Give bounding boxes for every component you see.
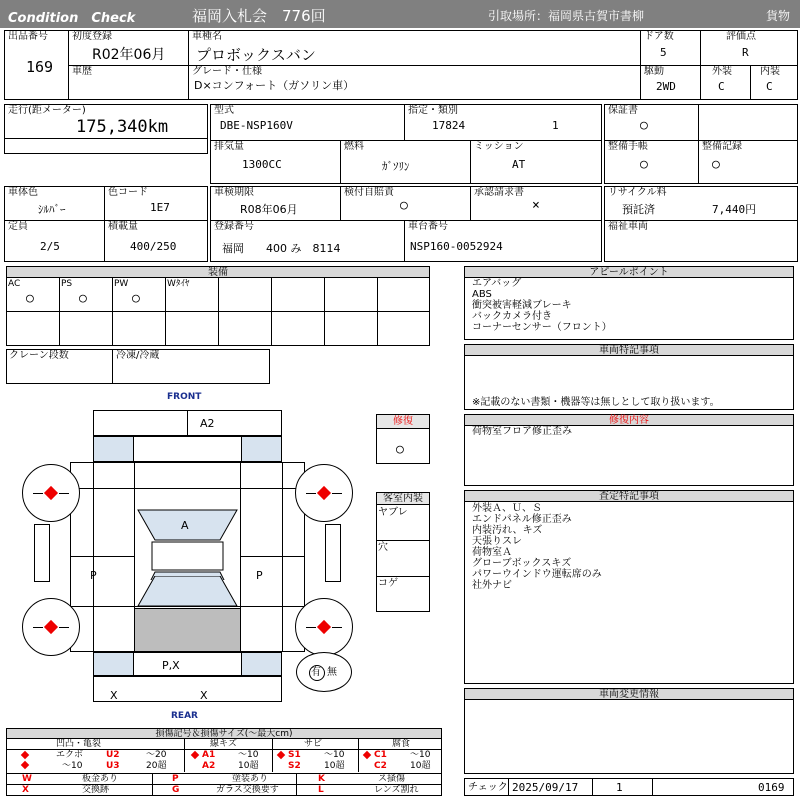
- lot-label: 出品番号: [8, 31, 48, 42]
- legend-a1: A1: [202, 750, 216, 760]
- rear-bumper-right-grade: X: [200, 689, 208, 702]
- spare-yes: 有: [311, 667, 321, 678]
- auto-tax-label: 検付自賠責: [344, 187, 394, 198]
- code-x: X: [22, 785, 29, 795]
- left-taillight[interactable]: [93, 652, 134, 676]
- legend-c2: C2: [374, 761, 387, 771]
- appeal-title: アピールポイント: [465, 267, 793, 278]
- appeal-list: [472, 278, 612, 333]
- legend-u2-size: ～20: [146, 750, 167, 760]
- color-label: 車体色: [8, 187, 38, 198]
- code-p-desc: 塗装あり: [232, 774, 269, 784]
- legend-group-corrosion: 腐食: [392, 739, 411, 749]
- legend-u3-size: 20超: [146, 761, 167, 771]
- appeal-item: ABS: [472, 289, 492, 300]
- assessment-list: [472, 503, 602, 591]
- assessment-item: パワーウインドウ運転席のみ: [472, 569, 602, 580]
- legend-a1-size: ～10: [238, 750, 259, 760]
- rear-panel-grade: P,X: [162, 659, 180, 672]
- code-g-desc: ガラス交換要す: [216, 785, 279, 795]
- change-info-title: 車両変更情報: [465, 689, 793, 700]
- appeal-item: バックカメラ付き: [472, 311, 552, 322]
- rear-window[interactable]: [134, 576, 241, 608]
- code-k: K: [318, 774, 325, 784]
- code-w-desc: 板金あり: [82, 774, 119, 784]
- doors-value: 5: [660, 46, 667, 59]
- equip-ps-label: PS: [61, 279, 73, 289]
- legend-group-scratch: 線キズ: [210, 739, 237, 749]
- legend-u3: U3: [106, 761, 120, 771]
- assessment-item: 荷物室Ａ: [472, 547, 512, 558]
- capacity-label: 定員: [8, 221, 28, 232]
- front-right-wheel[interactable]: [295, 464, 353, 522]
- left-headlight[interactable]: [93, 436, 134, 462]
- right-taillight[interactable]: [241, 652, 282, 676]
- assessment-item: エンドパネル修正歪み: [472, 514, 572, 525]
- model-value: DBE-NSP160V: [220, 119, 293, 132]
- legend-s1: S1: [288, 750, 301, 760]
- grade-label: グレード・仕様: [192, 66, 262, 77]
- interior-grade-value: C: [766, 80, 773, 93]
- change-info-panel: [464, 688, 794, 774]
- legend-codes: [6, 773, 442, 796]
- grade-value: D×コンフォート（ガソリン車）: [194, 79, 355, 92]
- special-notes-title: 車両特記事項: [465, 345, 793, 356]
- code-g: G: [172, 785, 180, 795]
- left-side-grade: P: [90, 569, 97, 582]
- welfare-label: 福祉車両: [608, 221, 648, 232]
- reefer-label: 冷凍/冷蔵: [116, 350, 160, 361]
- luggage-floor[interactable]: [134, 608, 241, 652]
- legend-s2: S2: [288, 761, 301, 771]
- mileage-value: 175,340km: [76, 117, 169, 137]
- warranty-value: ○: [640, 118, 648, 133]
- header-bar: [0, 0, 800, 28]
- first-reg-label: 初度登録: [72, 31, 112, 42]
- chassis-value: NSP160-0052924: [410, 240, 503, 253]
- code-l-desc: レンズ割れ: [374, 785, 419, 795]
- first-reg-value: R02年06月: [92, 47, 166, 63]
- maint-record-value: ○: [712, 157, 720, 172]
- mission-value: AT: [512, 158, 526, 171]
- equip-pw-label: PW: [114, 279, 129, 289]
- right-mirror[interactable]: [325, 524, 341, 582]
- rear-right-wheel[interactable]: [295, 598, 353, 656]
- recycle-fee: 7,440円: [712, 203, 757, 216]
- equip-pw-value: ○: [132, 291, 140, 306]
- spare-no: 無: [327, 667, 337, 678]
- legend-dent-2: ～10: [62, 761, 83, 771]
- assessment-item: 外装Ａ、Ｕ、Ｓ: [472, 503, 542, 514]
- pickup-location: 引取場所：福岡県古賀市書柳: [488, 9, 645, 23]
- equip-ac-value: ○: [26, 291, 34, 306]
- right-headlight[interactable]: [241, 436, 282, 462]
- appeal-item: コーナーセンサー（フロント）: [472, 322, 612, 333]
- fuel-label: 燃料: [344, 141, 364, 152]
- designation-label: 指定・類別: [408, 105, 458, 116]
- name-label: 車種名: [192, 31, 222, 42]
- mission-label: ミッション: [474, 141, 524, 152]
- code-w: W: [22, 774, 32, 784]
- code-x-desc: 交換跡: [82, 785, 110, 795]
- assessment-item: グローブボックスキズ: [472, 558, 572, 569]
- model-label: 型式: [214, 105, 234, 116]
- warranty-label: 保証書: [608, 105, 638, 116]
- lot-number: 169: [26, 58, 54, 76]
- fuel-value: ｶﾞｿﾘﾝ: [382, 160, 410, 173]
- spare-tire-indicator: [296, 652, 352, 692]
- legend-c1-size: ～10: [410, 750, 431, 760]
- rear-label: REAR: [171, 711, 198, 721]
- brand-title: Condition Check: [8, 11, 136, 26]
- legend-c1: C1: [374, 750, 387, 760]
- capacity-value: 2/5: [40, 240, 60, 253]
- vehicle-name: プロボックスバン: [196, 46, 316, 64]
- color-value: ｼﾙﾊﾞｰ: [38, 203, 66, 216]
- interior-tear-label: ヤブレ: [378, 507, 408, 518]
- repair-label: 修復: [377, 415, 429, 429]
- legend-group-dent: 凹凸・亀裂: [56, 739, 102, 749]
- doors-label: ドア数: [644, 31, 674, 42]
- assessment-item: 社外ナビ: [472, 580, 512, 591]
- special-notes-text: ※記載のない書類・機器等は無しとして取り扱います。: [472, 397, 720, 408]
- right-side-grade: P: [256, 569, 263, 582]
- maint-record-label: 整備記録: [702, 141, 742, 152]
- appeal-item: 衝突被害軽減ブレーキ: [472, 300, 572, 311]
- approval-value: ×: [532, 198, 540, 213]
- cabin-interior-title: 客室内装: [377, 493, 429, 505]
- check-label: チェック: [468, 782, 508, 793]
- equip-ps-value: ○: [79, 291, 87, 306]
- interior-hole-label: 穴: [378, 542, 388, 553]
- drive-value: 2WD: [656, 80, 676, 93]
- mileage-label: 走行(距メーター): [8, 105, 86, 116]
- repair-detail-text: 荷物室フロア修正歪み: [472, 426, 572, 437]
- inspection-label: 車検期限: [214, 187, 254, 198]
- rear-left-wheel[interactable]: [22, 598, 80, 656]
- vehicle-category: 貨物: [766, 9, 791, 23]
- inspection-value: R08年06月: [240, 203, 298, 216]
- legend-a2: A2: [202, 761, 216, 771]
- front-bumper-grade: A2: [200, 417, 215, 430]
- manual-value: ○: [640, 157, 648, 172]
- chassis-label: 車台番号: [408, 221, 448, 232]
- load-label: 積載量: [108, 221, 138, 232]
- code-k-desc: ス掻傷: [378, 774, 406, 784]
- reg-no-label: 登録番号: [214, 221, 254, 232]
- crane-label: クレーン段数: [9, 350, 69, 361]
- windshield-grade: A: [181, 519, 189, 532]
- exterior-value: C: [718, 80, 725, 93]
- code-l: L: [318, 785, 324, 795]
- designation-value: 17824: [432, 119, 466, 132]
- repair-detail-title: 修復内容: [465, 415, 793, 426]
- assessment-title: 査定特記事項: [465, 491, 793, 502]
- interior-burn-label: コゲ: [378, 578, 398, 589]
- auction-title: 福岡入札会 776回: [192, 7, 326, 25]
- equip-ac-label: AC: [8, 279, 21, 289]
- displacement-label: 排気量: [214, 141, 244, 152]
- color-code-label: 色コード: [108, 187, 148, 198]
- assessment-item: 内装汚れ、キズ: [472, 525, 543, 536]
- legend-group-rust: サビ: [304, 739, 323, 749]
- legend-dent-1: エクボ: [56, 750, 84, 760]
- drive-label: 駆動: [644, 66, 664, 77]
- left-mirror[interactable]: [34, 524, 50, 582]
- legend-c2-size: 10超: [410, 761, 431, 771]
- approval-label: 承認請求書: [474, 187, 524, 198]
- displacement-value: 1300CC: [242, 158, 282, 171]
- code-p: P: [172, 774, 179, 784]
- check-number: 0169: [758, 781, 785, 794]
- check-date: 2025/09/17: [512, 781, 579, 794]
- color-code-value: 1E7: [150, 201, 170, 214]
- rating-value: R: [742, 46, 749, 59]
- equipment-title: 装備: [7, 267, 429, 278]
- exterior-label: 外装: [712, 66, 732, 77]
- recycle-label: リサイクル料: [608, 187, 667, 198]
- category-number: 1: [552, 119, 559, 132]
- rear-bumper[interactable]: [93, 676, 282, 702]
- rating-label: 評価点: [726, 31, 756, 42]
- legend-s2-size: 10超: [324, 761, 345, 771]
- front-label: FRONT: [167, 392, 202, 402]
- appeal-item: エアバッグ: [472, 278, 522, 289]
- manual-label: 整備手帳: [608, 141, 648, 152]
- damage-diagram: [0, 390, 370, 720]
- equip-wtire-label: Wﾀｲﾔ: [167, 279, 190, 289]
- history-label: 車歴: [72, 66, 92, 77]
- legend-a2-size: 10超: [238, 761, 259, 771]
- legend-s1-size: ～10: [324, 750, 345, 760]
- legend-u2: U2: [106, 750, 120, 760]
- rear-bumper-left-grade: X: [110, 689, 118, 702]
- load-value: 400/250: [130, 240, 177, 253]
- reg-no-value: 福岡 400 み 8114: [222, 242, 341, 255]
- legend-groups: [6, 739, 442, 772]
- front-left-wheel[interactable]: [22, 464, 80, 522]
- interior-grade-label: 内装: [760, 66, 780, 77]
- legend-title: 損傷記号＆損傷サイズ(～最大cm): [7, 729, 441, 739]
- assessment-item: 天張りスレ: [472, 536, 522, 547]
- auto-tax-value: ○: [400, 198, 408, 213]
- repair-value: ○: [396, 442, 404, 457]
- check-count: 1: [616, 781, 623, 794]
- recycle-status: 預託済: [622, 203, 655, 216]
